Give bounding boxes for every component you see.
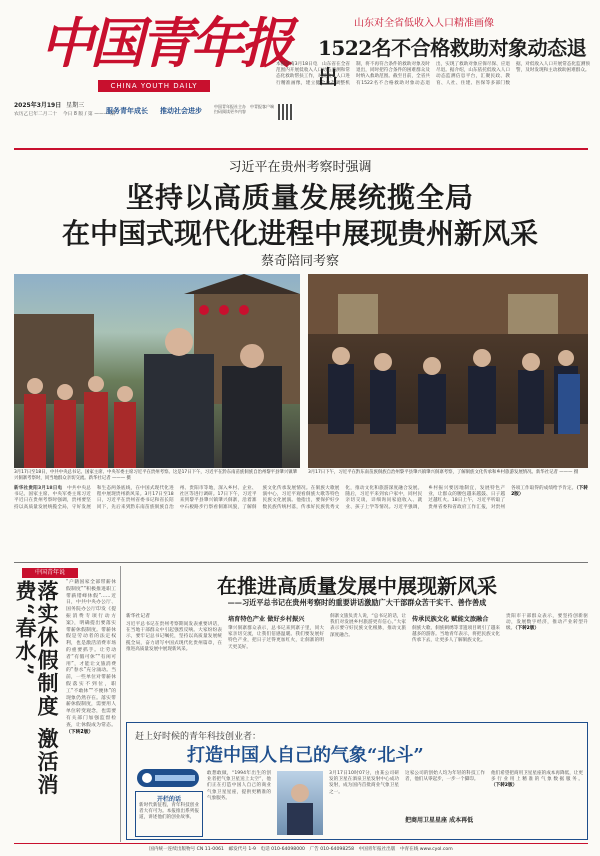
footer-rule (14, 843, 588, 844)
profile-col3: 这家公司的创始人均为年轻的科技工作者，他们从零起步，一步一个脚印。 把商用卫星星座 成本再低 (405, 771, 485, 824)
slogan-left: 服务青年成长 (106, 107, 148, 115)
feature-col2-subhead: 传承民族文化 赋能文旅融合 (412, 616, 489, 623)
feature-col5: 贵阳市干部群众表示，要坚持创新驱动，发展数字经济，推动产业转型升级。（下转2版） (506, 614, 588, 632)
issue-date: 2025年3月19日 星期三 (14, 102, 85, 109)
masthead (0, 0, 600, 150)
section-divider (14, 562, 588, 563)
footer-info: 国内统一连续出版物号 CN 11-0061 邮发代号 1-9 电话 010-64098000 广告 010-64098258 中国青年报社出版 中青在线 www.cyol.com (149, 847, 453, 852)
profile-leftbox-title: 开栏的话 (156, 796, 181, 803)
slogan-right: 推动社会进步 (160, 107, 202, 115)
satellite-icon (137, 769, 199, 787)
main-headline-line2: 在中国式现代化进程中展现贵州新风采 (61, 217, 538, 250)
commentary-headline: 落实休假制度 激活消费“春水” (13, 580, 60, 797)
feature-col1-subhead: 培育特色产业 做好乡村振兴 (228, 616, 305, 623)
profile-photo (277, 771, 323, 835)
photo-leader-greeting (14, 274, 300, 468)
teaser-headline: 1522名不合格救助对象动态退出 (318, 36, 587, 89)
main-byline: 蔡奇陪同考察 (260, 254, 339, 269)
main-dateline: 新华社贵阳3月18日电 (14, 486, 63, 491)
lunar-date: 农历乙巳年二月二十 今日 8 版 / 第 ——— 期 (14, 112, 115, 117)
feature-col2: 培育特色产业 做好乡村振兴 肇兴侗寨群众表示，总书记来到寨子里，同大家亲切交流，让我们倍感温暖。我们要发展好特色产业，把日子过得更加红火，让侗寨的明天更美好。 (228, 616, 324, 650)
feature-subhead: ——习近平总书记在贵州考察时的重要讲话激励广大干部群众苦干实干、善作善成 (227, 598, 487, 607)
column-tag: 中国青年说 (22, 568, 78, 578)
masthead-divider (14, 148, 588, 150)
photo-right-caption: 3月17日下午，习近平在黔东南苗族侗族自治州黎平县肇兴镇肇兴侗寨考察，了解侗族文化传承和乡村旅游发展情况。新华社记者 ——— 摄 (308, 470, 579, 475)
profile-box (126, 722, 588, 840)
profile-body-col4: 他们希望把商用卫星星座的成本再降低，让更多行业用上精准的气象数据服务。（下转2版） (491, 771, 583, 789)
commentary-column (14, 566, 116, 842)
profile-body-col1: 敢想敢做，“1994年出生的创业者把气象卫星送上太空”，他们正在打造中国人自己的商业气象卫星星座，提供更精准的气象服务。 (207, 771, 271, 801)
feature-headline: 在推进高质量发展中展现新风采 (217, 574, 497, 598)
newspaper-logo: 中国青年报 (40, 11, 290, 75)
masthead-footnote: 中国青年报社主办 中青报客户端 扫码阅读更多内容 (214, 104, 278, 114)
feature-col3: 侗寨文旅负责人说，“总书记的话，让我们对发展乡村旅游更有信心。”大家表示要守好民族文化根脉，推动文旅深度融合。 (330, 614, 406, 638)
main-kicker: 习近平在贵州考察时强调 (228, 160, 372, 175)
satellite-emblem (137, 769, 199, 787)
profile-body-col2: 3月17日10时07分，由某公司研发的卫星在酒泉卫星发射中心成功发射，成为国内首批商业气象卫星之一。 (329, 771, 399, 795)
photo-left-caption: 3月17日至18日，中共中央总书记、国家主席、中央军委主席习近平在贵州考察。这是17日下午，习近平在黔东南苗族侗族自治州黎平县肇兴镇肇兴侗寨考察时，同当地群众亲切交流。新华社记者 ——— 摄 (14, 470, 297, 481)
feature-col4: 传承民族文化 赋能文旅融合 侗族大歌、侗族刺绣等非遗项目吸引了越来越多的游客。当地青年表示，将把民族文化传承下去，让更多人了解侗族文化。 (412, 616, 500, 644)
profile-leftbox: 开栏的话 新时代新征程，青年科技创业者大有可为。本报推出系列报道，讲述他们的创业故事。 (135, 791, 203, 837)
commentary-body: “户籍国家全部带薪休假制度”“积极推进职工带薪错峰休假”……近日，中共中央办公厅、国务院办公厅印发《提振消费专项行动方案》，明确提出要落实带薪休假制度。带薪休假是劳动者的法定权利，也是激活消费市场的重要抓手。让劳动者“有假可休”“有闲可用”，才能让文旅消费的“春水”充分涌动。当前，一些单位对带薪休假落实不到位，职工“不敢休”“不便休”的现象仍然存在。落实带薪休假制度，需要用人单位转变观念，也需要有关部门加强监督检查，让休假成为常态。（下转2版） (66, 580, 116, 735)
main-story-body: 新华社贵阳3月18日电 中共中央总书记、国家主席、中央军委主席习近平近日在贵州考察时强调，贵州要坚持以高质量发展统揽全局，守好发展和生态两条底线，在中国式现代化进程中展现贵州新风采。3月17日至18日，习近平在贵州省委书记和省长陪同下，先后来到黔东南苗族侗族自治州、贵阳市等地，深入乡村、企业、社区等进行调研。17日下午，习近平来到黎平县肇兴镇肇兴侗寨，沿着寨中石板路步行察看侗寨风貌，了解侗族文化传承发展情况。在侗族大歌展演中心，习近平观看侗族大歌等特色民族文化展演。他指出，要保护好少数民族传统村落，传承好民族优秀文化，推动文化和旅游深度融合发展。随后，习近平来到农户家中，同村民亲切交谈，详细询问家庭收入、就业、孩子上学等情况。习近平强调，乡村振兴要因地制宜，发展特色产业，让群众的腰包越来越鼓、日子越过越红火。18日上午，习近平听取了贵州省委和省政府工作汇报，对贵州各项工作取得的成绩给予肯定。（下转2版） (14, 486, 588, 510)
teaser-kicker: 山东对全省低收入人口精准画像 (354, 18, 494, 29)
teaser-body: 本报济南3月18日电 山东省在全省范围内开展低收入人口动态监测和常态化救助帮扶工作，对低收入人口进行精准画像，建立健全动态调整机制，将不再符合条件的救助对象及时退出，同时把符合条件的困难群众及时纳入救助范围。截至目前，全省共有1522名不合格救助对象动态退出，实现了救助对象应保尽保、应退尽退。据介绍，山东依托低收入人口动态监测信息平台，汇聚民政、教育、人社、住建、医保等多部门数据，对低收入人口开展常态化监测预警，及时发现和主动救助困难群众。 (276, 62, 590, 86)
profile-kicker: 赶上好时候的青年科技创业者： (135, 732, 262, 742)
feature-col1: 新华社记者 习近平总书记在贵州考察期间发表重要讲话，在当地干部群众中引起强烈反响。大家纷纷表示，要牢记总书记嘱托，坚持以高质量发展统揽全局，奋力谱写中国式现代化贵州篇章，在推进高质量发展中展现新风采。 (126, 614, 222, 652)
main-headline-line1: 坚持以高质量发展统揽全局 (125, 181, 474, 214)
profile-headline: 打造中国人自己的气象“北斗” (187, 745, 424, 766)
photo-villagers-meeting (308, 274, 588, 468)
logo-english: CHINA YOUTH DAILY (98, 80, 210, 92)
profile-side-head: 把商用卫星星座 成本再低 (405, 817, 474, 824)
column-divider (120, 566, 121, 842)
